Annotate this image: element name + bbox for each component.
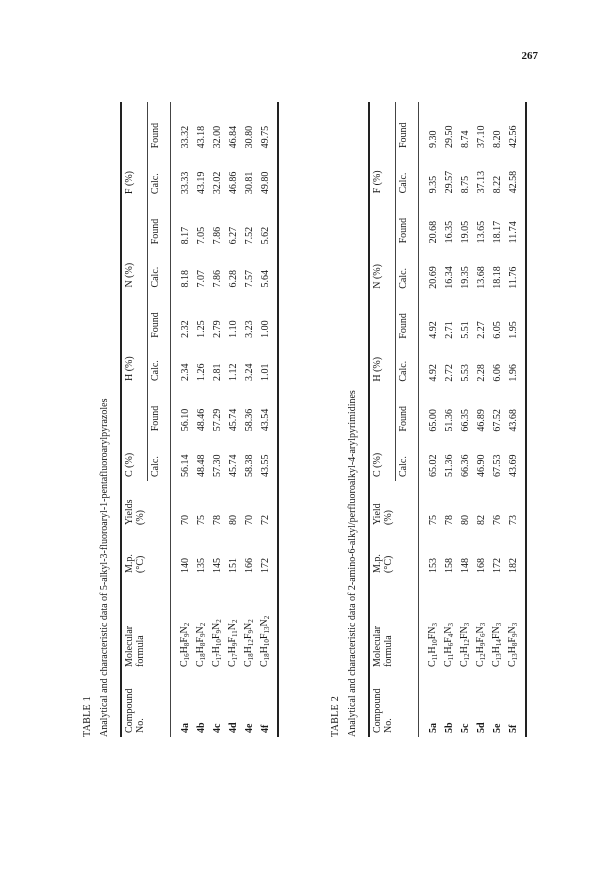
cell-c-found: 43.68 [506, 386, 526, 436]
table-row [418, 102, 442, 737]
cell-f-found: 8.20 [491, 130, 503, 149]
cell-n-calc: 16.34 [443, 266, 455, 289]
header-calc: Calc. [397, 267, 409, 289]
cell-c-found: 48.46 [195, 408, 207, 432]
cell-n-found: 6.27 [227, 226, 239, 245]
cell-mp: 158 [443, 558, 455, 573]
cell-n-calc: 5.64 [258, 248, 278, 291]
header-found: Found [397, 217, 409, 244]
cell-h-calc: 1.26 [195, 363, 207, 382]
header-found: Found [149, 122, 161, 149]
cell-n-calc: 7.86 [211, 270, 223, 288]
cell-yield: 76 [491, 515, 503, 525]
table-1-caption: Analytical and characteristic data of 5-alkyl-3-fluoroaryl-1-pentafluoroarylpyrazoles [99, 398, 110, 737]
header-compound: Compound No. [369, 671, 395, 737]
cell-yield: 70 [179, 515, 191, 525]
cell-h-found: 2.71 [443, 321, 455, 339]
cell-n-found: 8.17 [179, 226, 191, 245]
cell-f-found: 29.50 [443, 125, 455, 149]
cell-n-found: 19.05 [459, 220, 471, 244]
cell-mp: 172 [258, 529, 278, 577]
cell-f-found: 9.30 [427, 130, 439, 149]
cell-c-found: 66.35 [459, 409, 471, 432]
cell-c-found: 58.36 [243, 408, 255, 432]
compound-id: 4d [227, 722, 239, 733]
cell-c-calc: 65.02 [427, 454, 439, 477]
cell-f-found: 46.84 [227, 125, 239, 149]
cell-h-calc: 2.34 [179, 363, 191, 382]
cell-h-calc: 4.92 [427, 364, 439, 382]
molecular-formula: $C_{12}H_{12}FN_3$ [458, 622, 471, 667]
cell-c-calc: 48.48 [195, 454, 207, 477]
cell-mp: 151 [227, 558, 239, 573]
header-found: Found [149, 218, 161, 245]
header-mp: M.p. (°C) [369, 529, 395, 577]
header-found: Found [397, 122, 409, 149]
molecular-formula: $C_{17}H_{10}F_9N_2$ [210, 619, 223, 667]
cell-yield: 78 [443, 515, 455, 525]
cell-h-calc: 3.24 [243, 363, 255, 382]
table-1 [120, 102, 279, 737]
cell-h-calc: 1.96 [506, 343, 526, 386]
cell-h-found: 4.92 [427, 321, 439, 339]
cell-mp: 135 [195, 558, 207, 573]
table-row [458, 102, 474, 737]
cell-n-calc: 6.28 [227, 270, 239, 288]
header-calc: Calc. [149, 173, 161, 195]
header-found: Found [149, 405, 161, 432]
cell-n-calc: 18.18 [491, 266, 503, 289]
cell-h-calc: 1.01 [258, 342, 278, 385]
cell-h-found: 2.27 [475, 321, 487, 339]
compound-id: 5b [443, 722, 455, 733]
cell-yield: 82 [475, 515, 487, 525]
molecular-formula: $C_{13}H_{14}FN_3$ [490, 622, 503, 667]
cell-c-found: 56.10 [179, 408, 191, 432]
compound-id: 5f [506, 671, 526, 737]
cell-f-calc: 49.80 [258, 152, 278, 198]
compound-id: 4c [211, 723, 223, 733]
cell-mp: 145 [211, 558, 223, 573]
cell-f-calc: 8.22 [491, 175, 503, 194]
cell-n-calc: 20.69 [427, 266, 439, 289]
cell-c-calc: 58.38 [243, 454, 255, 477]
cell-c-found: 67.52 [491, 409, 503, 432]
header-fluorine: F (%) [369, 102, 395, 197]
cell-c-calc: 43.69 [506, 436, 526, 481]
cell-mp: 168 [475, 558, 487, 573]
header-nitrogen: N (%) [369, 197, 395, 292]
cell-mp: 172 [491, 558, 503, 573]
cell-h-calc: 1.12 [227, 363, 239, 382]
cell-c-calc: 46.90 [475, 454, 487, 477]
header-calc: Calc. [397, 360, 409, 382]
cell-n-calc: 19.35 [459, 266, 471, 289]
cell-f-calc: 37.13 [475, 170, 487, 194]
cell-n-calc: 8.18 [179, 270, 191, 288]
header-calc: Calc. [397, 172, 409, 194]
molecular-formula: $C_{17}H_9F_{11}N_2$ [226, 619, 239, 667]
header-nitrogen: N (%) [121, 198, 147, 291]
header-mp: M.p. (°C) [121, 529, 147, 577]
header-yield: Yields (%) [121, 481, 147, 529]
compound-id: 5a [427, 723, 439, 733]
cell-n-found: 7.05 [195, 226, 207, 245]
header-found: Found [397, 313, 409, 339]
cell-h-calc: 2.81 [211, 363, 223, 382]
cell-h-found: 2.32 [179, 320, 191, 338]
cell-n-found: 11.74 [506, 197, 526, 247]
cell-mp: 182 [506, 529, 526, 577]
cell-c-calc: 57.30 [211, 454, 223, 477]
cell-mp: 140 [179, 558, 191, 573]
cell-c-found: 46.89 [475, 409, 487, 432]
cell-mp: 153 [427, 558, 439, 573]
cell-h-found: 1.25 [195, 320, 207, 338]
cell-c-calc: 43.55 [258, 435, 278, 481]
cell-h-calc: 2.72 [443, 364, 455, 382]
cell-c-found: 51.36 [443, 409, 455, 432]
cell-n-found: 7.86 [211, 226, 223, 245]
table-row [194, 102, 210, 737]
cell-h-calc: 5.53 [459, 364, 471, 382]
molecular-formula: $C_{11}H_{10}FN_3$ [426, 623, 439, 667]
cell-h-found: 1.95 [506, 293, 526, 343]
molecular-formula: $C_{13}H_8F_9N_3$ [506, 577, 526, 671]
header-formula: Molecular formula [369, 577, 395, 671]
header-hydrogen: H (%) [121, 292, 147, 385]
cell-yield: 70 [243, 515, 255, 525]
compound-id: 4b [195, 722, 207, 733]
table-2-block [330, 97, 593, 737]
cell-c-found: 45.74 [227, 408, 239, 432]
cell-yield: 75 [195, 515, 207, 525]
cell-f-found: 42.56 [506, 102, 526, 152]
table-row [210, 102, 226, 737]
cell-c-calc: 51.36 [443, 454, 455, 477]
cell-f-found: 37.10 [475, 125, 487, 149]
cell-n-calc: 13.68 [475, 266, 487, 289]
cell-f-calc: 30.81 [243, 171, 255, 195]
header-formula: Molecular formula [121, 577, 147, 671]
compound-id: 5d [475, 722, 487, 733]
cell-h-found: 2.79 [211, 320, 223, 338]
cell-n-found: 16.35 [443, 220, 455, 244]
cell-n-found: 13.65 [475, 220, 487, 244]
cell-c-calc: 67.53 [491, 454, 503, 477]
cell-h-calc: 6.06 [491, 364, 503, 382]
header-calc: Calc. [149, 266, 161, 288]
table-row [474, 102, 490, 737]
header-found: Found [397, 406, 409, 432]
page-number: 267 [521, 50, 538, 62]
cell-mp: 148 [459, 558, 471, 573]
table-2-caption: Analytical and characteristic data of 2-amino-6-alkyl/perfluoroalkyl-4-arylpyrimidines [347, 390, 358, 737]
cell-h-found: 3.23 [243, 320, 255, 338]
cell-c-calc: 56.14 [179, 454, 191, 477]
compound-id: 4f [258, 671, 278, 737]
cell-h-found: 6.05 [491, 321, 503, 339]
cell-f-found: 33.32 [179, 125, 191, 149]
header-compound: Compound No. [121, 671, 147, 737]
table-2 [368, 102, 527, 737]
cell-n-found: 7.52 [243, 226, 255, 245]
header-carbon: C (%) [121, 385, 147, 481]
cell-f-calc: 8.75 [459, 175, 471, 194]
cell-yield: 75 [427, 515, 439, 525]
cell-n-found: 5.62 [258, 198, 278, 248]
cell-yield: 80 [459, 515, 471, 525]
compound-id: 5c [459, 723, 471, 733]
header-fluorine: F (%) [121, 102, 147, 198]
cell-n-calc: 7.07 [195, 270, 207, 288]
cell-yield: 78 [211, 515, 223, 525]
cell-h-found: 1.10 [227, 320, 239, 338]
header-calc: Calc. [149, 456, 161, 477]
cell-f-calc: 32.02 [211, 171, 223, 195]
cell-f-calc: 29.57 [443, 170, 455, 194]
cell-f-found: 32.00 [211, 125, 223, 149]
cell-c-found: 57.29 [211, 408, 223, 432]
cell-f-calc: 43.19 [195, 171, 207, 195]
table-1-label: TABLE 1 [82, 695, 93, 737]
cell-n-calc: 11.76 [506, 247, 526, 292]
molecular-formula: $C_{16}H_8F_9N_2$ [178, 622, 191, 667]
table-row [226, 102, 242, 737]
table-row [242, 102, 258, 737]
cell-f-calc: 9.35 [427, 175, 439, 194]
cell-f-found: 8.74 [459, 130, 471, 149]
table-row [258, 102, 278, 737]
cell-f-found: 30.80 [243, 125, 255, 149]
header-found: Found [149, 312, 161, 338]
header-hydrogen: H (%) [369, 293, 395, 386]
cell-yield: 80 [227, 515, 239, 525]
cell-f-calc: 46.86 [227, 171, 239, 195]
table-2-label: TABLE 2 [330, 695, 341, 737]
table-row [490, 102, 506, 737]
cell-n-found: 20.68 [427, 220, 439, 244]
cell-c-calc: 45.74 [227, 454, 239, 477]
molecular-formula: $C_{18}H_8F_9N_2$ [194, 622, 207, 667]
cell-mp: 166 [243, 558, 255, 573]
cell-f-calc: 42.58 [506, 152, 526, 197]
cell-n-calc: 7.57 [243, 270, 255, 288]
cell-n-found: 18.17 [491, 220, 503, 244]
compound-id: 4e [243, 723, 255, 733]
cell-h-calc: 2.28 [475, 364, 487, 382]
cell-f-calc: 33.33 [179, 171, 191, 195]
cell-h-found: 1.00 [258, 292, 278, 342]
cell-f-found: 49.75 [258, 102, 278, 152]
header-yield: Yield (%) [369, 481, 395, 529]
table-row [506, 102, 526, 737]
molecular-formula: $C_{12}H_9F_6N_3$ [474, 622, 487, 667]
header-calc: Calc. [149, 360, 161, 382]
table-row [170, 102, 194, 737]
compound-id: 5e [491, 723, 503, 733]
cell-c-found: 65.00 [427, 409, 439, 432]
header-carbon: C (%) [369, 386, 395, 481]
cell-yield: 73 [506, 481, 526, 529]
cell-yield: 72 [258, 481, 278, 529]
compound-id: 4a [179, 723, 191, 733]
cell-c-calc: 66.36 [459, 454, 471, 477]
molecular-formula: $C_{18}H_{10}F_{13}N_2$ [258, 577, 278, 671]
header-calc: Calc. [397, 456, 409, 477]
molecular-formula: $C_{11}H_6F_4N_3$ [442, 623, 455, 667]
cell-f-found: 43.18 [195, 125, 207, 149]
cell-h-found: 5.51 [459, 321, 471, 339]
molecular-formula: $C_{18}H_{12}F_9N_2$ [242, 619, 255, 667]
cell-c-found: 43.54 [258, 385, 278, 435]
table-row [442, 102, 458, 737]
